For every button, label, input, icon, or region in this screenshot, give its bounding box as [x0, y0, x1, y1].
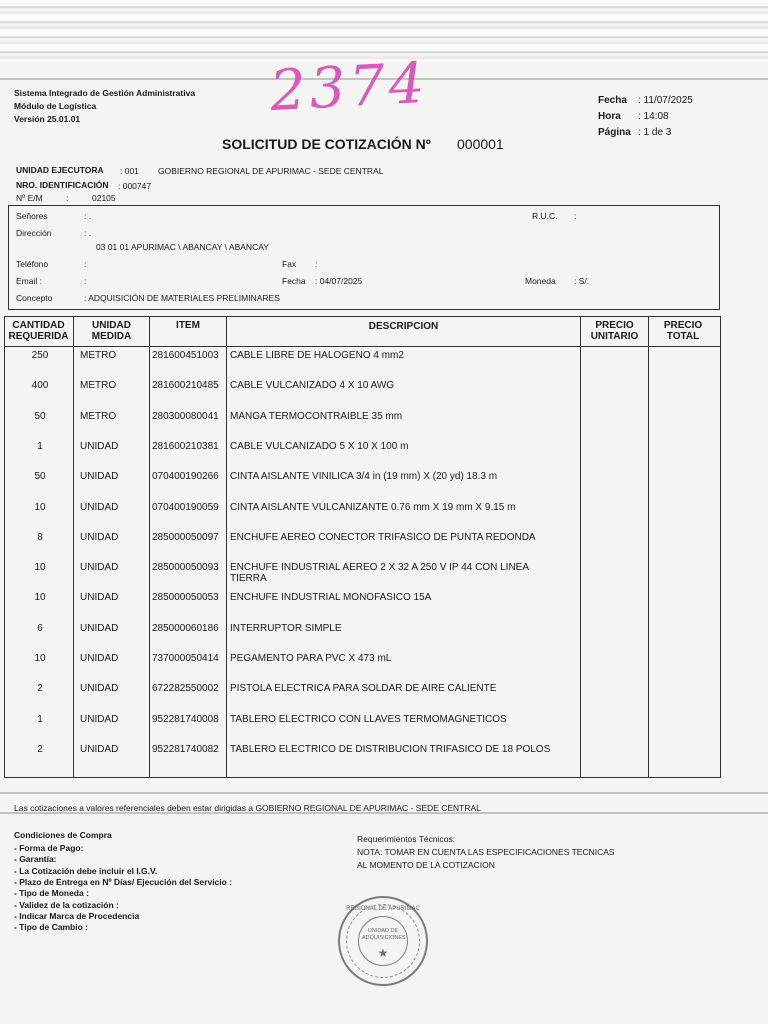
row-description: CABLE VULCANIZADO 5 X 10 X 100 m — [230, 441, 409, 452]
col-header-precio-total: PRECIO TOTAL — [663, 320, 703, 342]
column-divider — [580, 316, 581, 777]
row-quantity: 400 — [31, 380, 49, 391]
direccion-label: Dirección — [16, 228, 52, 238]
row-unit: UNIDAD — [80, 653, 119, 664]
unidad-ejecutora-code: : 001 — [120, 166, 139, 176]
em-value: 02105 — [92, 193, 116, 203]
row-item-code: 280300080041 — [152, 411, 219, 422]
row-unit: METRO — [80, 380, 117, 391]
row-unit: UNIDAD — [80, 714, 119, 725]
row-unit: UNIDAD — [80, 471, 119, 482]
hora-label: Hora — [598, 111, 621, 122]
condition-item: - Validez de la cotización : — [14, 899, 119, 910]
column-divider — [149, 316, 150, 777]
row-item-code: 281600210485 — [152, 380, 219, 391]
row-description: ENCHUFE INDUSTRIAL MONOFASICO 15A — [230, 592, 432, 603]
email-label: Email : — [16, 276, 42, 286]
pagina-label: Página — [598, 127, 631, 138]
condition-item: - Plazo de Entrega en Nº Días/ Ejecución del Servicio : — [14, 876, 233, 887]
table-header-divider — [4, 346, 720, 347]
row-description: ENCHUFE AEREO CONECTOR TRIFASICO DE PUNTA REDONDA — [230, 532, 536, 543]
row-quantity: 10 — [34, 562, 46, 573]
row-item-code: 672282550002 — [152, 683, 219, 694]
row-description: CABLE VULCANIZADO 4 X 10 AWG — [230, 380, 395, 391]
condition-item: - Tipo de Cambio : — [14, 922, 88, 933]
row-quantity: 1 — [37, 441, 43, 452]
unidad-ejecutora-label: UNIDAD EJECUTORA — [16, 165, 104, 175]
tech-note-line2: AL MOMENTO DE LA COTIZACION — [357, 860, 495, 870]
telefono-sep: : — [84, 259, 87, 269]
row-unit: UNIDAD — [80, 562, 119, 573]
moneda-label: Moneda — [525, 276, 556, 286]
ubigeo: 03 01 01 APURIMAC \ ABANCAY \ ABANCAY — [96, 242, 269, 252]
row-item-code: 285000050093 — [152, 562, 219, 573]
tech-note-line1: NOTA: TOMAR EN CUENTA LAS ESPECIFICACIONES TECNICAS — [357, 847, 615, 857]
row-unit: UNIDAD — [80, 502, 119, 513]
row-quantity: 6 — [37, 623, 43, 634]
row-description: TABLERO ELECTRICO CON LLAVES TERMOMAGNETICOS — [230, 714, 507, 725]
column-divider — [226, 316, 227, 777]
row-item-code: 285000060186 — [152, 623, 219, 634]
quotation-number: 000001 — [457, 136, 504, 152]
condition-item: - Indicar Marca de Procedencia — [14, 910, 140, 921]
row-quantity: 50 — [34, 471, 46, 482]
handwritten-number: 2374 — [268, 50, 431, 125]
scan-line — [0, 792, 768, 794]
row-item-code: 952281740008 — [152, 714, 219, 725]
row-item-code: 737000050414 — [152, 653, 219, 664]
condition-item: - La Cotización debe incluir el I.G.V. — [14, 865, 158, 876]
row-quantity: 2 — [37, 683, 43, 694]
hora-value: : 14:08 — [638, 111, 669, 122]
star-icon: ★ — [377, 946, 389, 960]
concepto-label: Concepto — [16, 293, 53, 303]
row-quantity: 50 — [34, 411, 46, 422]
official-stamp — [338, 896, 428, 986]
ruc-sep: : — [574, 211, 577, 221]
row-description: MANGA TERMOCONTRAIBLE 35 mm — [230, 411, 403, 422]
row-description: CINTA AISLANTE VULCANIZANTE 0.76 mm X 19 mm X 9.15 m — [230, 502, 516, 513]
row-item-code: 070400190059 — [152, 502, 219, 513]
row-quantity: 10 — [34, 653, 46, 664]
column-divider — [648, 316, 649, 777]
row-quantity: 2 — [37, 744, 43, 755]
row-unit: UNIDAD — [80, 683, 119, 694]
condition-item: - Forma de Pago: — [14, 843, 84, 853]
row-description: CINTA AISLANTE VINILICA 3/4 in (19 mm) X (20 yd) 18.3 m — [230, 471, 498, 482]
row-item-code: 285000050097 — [152, 532, 219, 543]
telefono-label: Teléfono — [16, 259, 49, 269]
row-unit: METRO — [80, 350, 117, 361]
row-description: PISTOLA ELECTRICA PARA SOLDAR DE AIRE CALIENTE — [230, 683, 497, 694]
nro-identificacion-value: : 000747 — [118, 181, 152, 191]
row-item-code: 281600451003 — [152, 350, 219, 361]
fax-sep: : — [315, 259, 318, 269]
row-unit: UNIDAD — [80, 744, 119, 755]
fecha-envio-label: Fecha — [282, 276, 306, 286]
page-title: SOLICITUD DE COTIZACIÓN Nº — [222, 136, 431, 152]
concepto-value: : ADQUISICIÓN DE MATERIALES PRELIMINARES — [84, 293, 280, 303]
col-header-item: ITEM — [176, 320, 200, 331]
row-quantity: 250 — [31, 350, 49, 361]
module-name: Módulo de Logística — [14, 101, 97, 111]
row-description: PEGAMENTO PARA PVC X 473 mL — [230, 653, 392, 664]
fecha-label: Fecha — [598, 95, 627, 106]
row-unit: METRO — [80, 411, 117, 422]
col-header-unidad: UNIDAD MEDIDA — [91, 320, 132, 342]
direccion-sep: : . — [84, 228, 92, 238]
row-quantity: 1 — [37, 714, 43, 725]
row-item-code: 281600210381 — [152, 441, 219, 452]
tech-requirements-title: Requerimientos Técnicos: — [357, 834, 456, 844]
row-quantity: 10 — [34, 502, 46, 513]
em-label: Nº E/M — [16, 193, 43, 203]
row-quantity: 10 — [34, 592, 46, 603]
senores-label: Señores — [16, 211, 48, 221]
system-name: Sistema Integrado de Gestión Administrativa — [14, 88, 196, 98]
row-description: ENCHUFE INDUSTRIAL AEREO 2 X 32 A 250 V IP 44 CON LINEA TIERRA — [230, 562, 529, 584]
senores-value: : . — [84, 211, 92, 221]
fax-label: Fax — [282, 259, 297, 269]
row-unit: UNIDAD — [80, 532, 119, 543]
col-header-descripcion: DESCRIPCION — [368, 321, 439, 332]
fecha-value: : 11/07/2025 — [638, 95, 693, 106]
unidad-ejecutora-name: GOBIERNO REGIONAL DE APURIMAC - SEDE CENTRAL — [158, 166, 384, 176]
col-header-precio-unitario: PRECIO UNITARIO — [590, 320, 639, 342]
ruc-label: R.U.C. — [532, 211, 558, 221]
row-item-code: 952281740082 — [152, 744, 219, 755]
em-sep: : — [66, 193, 69, 203]
email-sep: : — [84, 276, 87, 286]
row-item-code: 070400190266 — [152, 471, 219, 482]
row-description: TABLERO ELECTRICO DE DISTRIBUCION TRIFASICO DE 18 POLOS — [230, 744, 551, 755]
row-description: INTERRUPTOR SIMPLE — [230, 623, 342, 634]
row-description: CABLE LIBRE DE HALOGENO 4 mm2 — [230, 350, 404, 361]
stamp-top-text: REGIONAL DE APURIMAC — [346, 906, 420, 912]
version-label: Versión 25.01.01 — [14, 114, 81, 124]
row-unit: UNIDAD — [80, 441, 119, 452]
row-unit: UNIDAD — [80, 623, 119, 634]
notice-text: Las cotizaciones a valores referenciales deben estar dirigidas a GOBIERNO REGIONAL DE APURIMAC - SEDE CENTRAL — [14, 803, 481, 813]
column-divider — [73, 316, 74, 777]
row-item-code: 285000050053 — [152, 592, 219, 603]
stamp-center-text: UNIDAD DE ADQUISICIONES — [362, 928, 406, 941]
condition-item: - Tipo de Moneda : — [14, 888, 89, 899]
fecha-envio-value: : 04/07/2025 — [315, 276, 363, 286]
conditions-title: Condiciones de Compra — [14, 830, 112, 840]
row-unit: UNIDAD — [80, 592, 119, 603]
moneda-value: : S/. — [574, 276, 590, 286]
row-quantity: 8 — [37, 532, 43, 543]
condition-item: - Garantía: — [14, 854, 57, 865]
pagina-value: : 1 de 3 — [638, 127, 672, 138]
nro-identificacion-label: NRO. IDENTIFICACIÓN — [16, 180, 109, 190]
col-header-cantidad: CANTIDAD REQUERIDA — [8, 320, 69, 342]
